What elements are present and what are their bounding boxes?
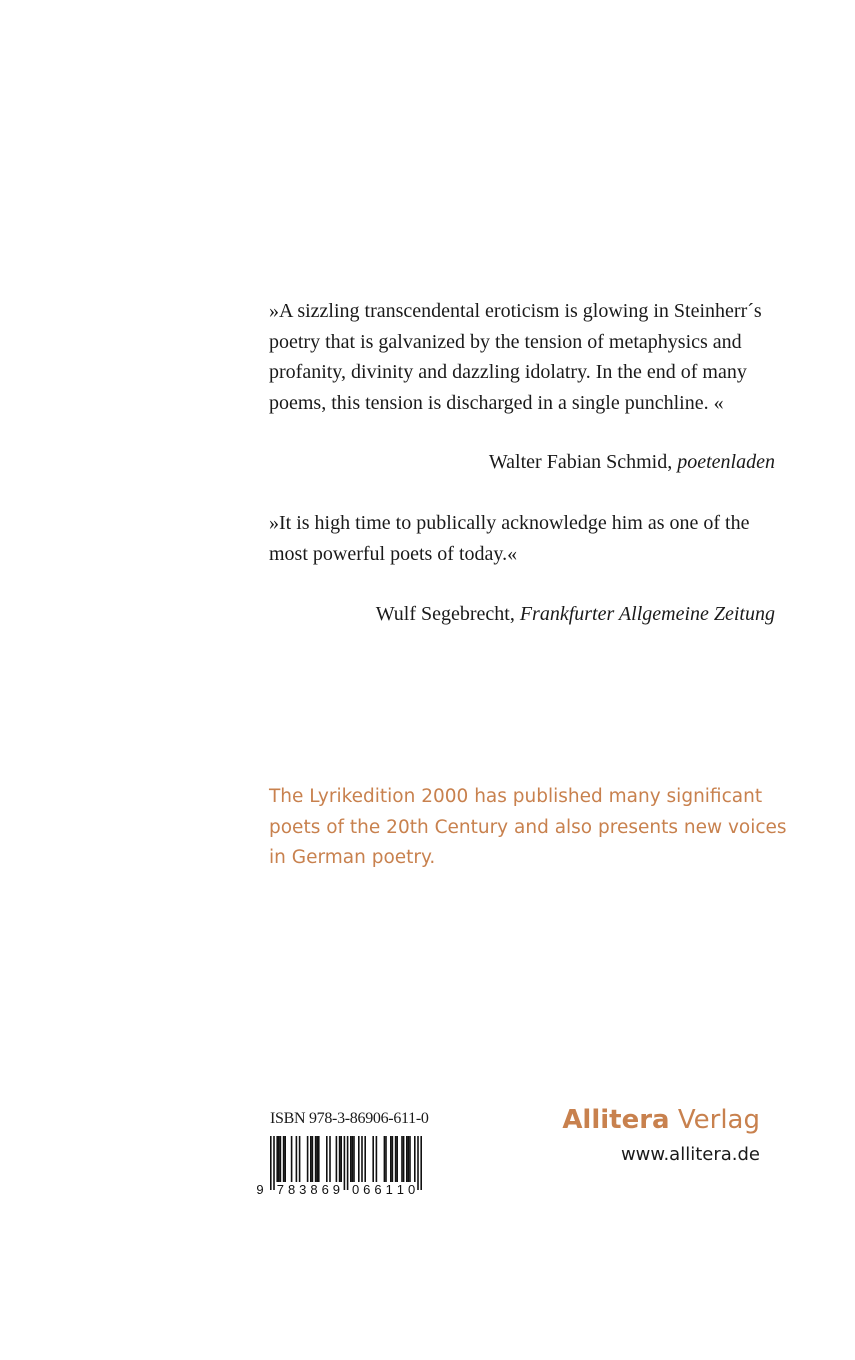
publisher-logo <box>562 1102 760 1138</box>
isbn-label: ISBN 978-3-86906-611-0 <box>270 1110 429 1127</box>
barcode-bar <box>392 1136 394 1182</box>
barcode-bar <box>344 1136 346 1190</box>
barcode-bar <box>401 1136 403 1182</box>
barcode-bar <box>390 1136 392 1182</box>
barcode-bar <box>420 1136 422 1190</box>
barcode-bar <box>358 1136 360 1182</box>
barcode-bar <box>270 1136 272 1190</box>
barcode-bar <box>417 1136 419 1190</box>
barcode-bar <box>276 1136 278 1182</box>
barcode-bar <box>414 1136 416 1182</box>
barcode-bar <box>291 1136 293 1182</box>
barcode-digit: 6 <box>321 1182 329 1196</box>
barcode-digits <box>256 1182 415 1196</box>
barcode-bar <box>316 1136 318 1182</box>
barcode-bar <box>278 1136 280 1182</box>
barcode-bar <box>376 1136 378 1182</box>
barcode-bar <box>352 1136 354 1182</box>
barcode-bar <box>385 1136 387 1182</box>
barcode-digit: 8 <box>287 1182 296 1196</box>
barcode-bar <box>326 1136 328 1182</box>
barcode-bar <box>339 1136 341 1182</box>
barcode-bar <box>280 1136 282 1182</box>
barcode-bar <box>408 1136 410 1182</box>
barcode-bar <box>406 1136 408 1182</box>
barcode-bar <box>315 1136 317 1182</box>
barcode-digit: 3 <box>299 1182 307 1196</box>
review-attribution-2 <box>376 599 775 629</box>
publisher-url[interactable]: www.allitera.de <box>620 1144 760 1165</box>
review-quote-2: »It is high time to publically acknowledge him as one of the most powerful poets of today.« <box>269 512 750 565</box>
review-author-1: Walter Fabian Schmid, <box>488 451 673 473</box>
barcode-digit: 7 <box>276 1182 285 1196</box>
barcode-bar <box>307 1136 309 1182</box>
barcode-digit: 0 <box>407 1182 416 1196</box>
series-blurb: The Lyrikedition 2000 has published many significant poets of the 20th Century and also presents new voices in German poetry. <box>269 786 787 868</box>
barcode-bar <box>318 1136 320 1182</box>
barcode-bar <box>350 1136 352 1182</box>
barcode-digit: 8 <box>310 1182 318 1196</box>
barcode-bar <box>353 1136 355 1182</box>
review-source-1: poetenladen <box>677 451 775 473</box>
publisher-block <box>562 1102 760 1170</box>
barcode-bar <box>396 1136 398 1182</box>
barcode-digit: 1 <box>385 1182 393 1196</box>
publisher-name-rest: Verlag <box>677 1105 760 1135</box>
barcode-digit: 6 <box>363 1182 371 1196</box>
review-source-2: Frankfurter Allgemeine Zeitung <box>519 603 775 625</box>
barcode-digit: 9 <box>256 1182 264 1196</box>
review-quote-1: »A sizzling transcendental eroticism is glowing in Steinherr´s poetry that is galvanized by the tension of metaphysics and profanity, divinity and dazzling idolatry. In the end of many poems, this tension is discharged in a single punchline. « <box>269 300 762 414</box>
barcode-bar <box>296 1136 298 1182</box>
barcode-bar <box>273 1136 275 1190</box>
barcode-digit: 9 <box>332 1182 341 1196</box>
barcode-bar <box>329 1136 331 1182</box>
barcode-bar <box>310 1136 312 1182</box>
review-attribution-1 <box>489 447 775 477</box>
barcode-bar <box>283 1136 285 1182</box>
barcode <box>254 1136 430 1196</box>
barcode-digit: 0 <box>351 1182 360 1196</box>
barcode-bar <box>364 1136 366 1182</box>
barcode-digit: 1 <box>396 1182 405 1196</box>
barcode-bar <box>372 1136 374 1182</box>
publisher-name-bold: Allitera <box>562 1105 670 1135</box>
barcode-bar <box>384 1136 386 1182</box>
review-author-2: Wulf Segebrecht, <box>375 603 515 625</box>
barcode-bar <box>361 1136 363 1182</box>
barcode-bar <box>340 1136 342 1182</box>
barcode-bar <box>347 1136 349 1190</box>
barcode-bar <box>336 1136 338 1182</box>
barcode-bar <box>299 1136 301 1182</box>
barcode-bar <box>395 1136 397 1182</box>
barcode-bar <box>403 1136 405 1182</box>
barcode-digit: 6 <box>374 1182 382 1196</box>
barcode-bar <box>284 1136 286 1182</box>
barcode-bar <box>312 1136 314 1182</box>
barcode-bar <box>409 1136 411 1182</box>
